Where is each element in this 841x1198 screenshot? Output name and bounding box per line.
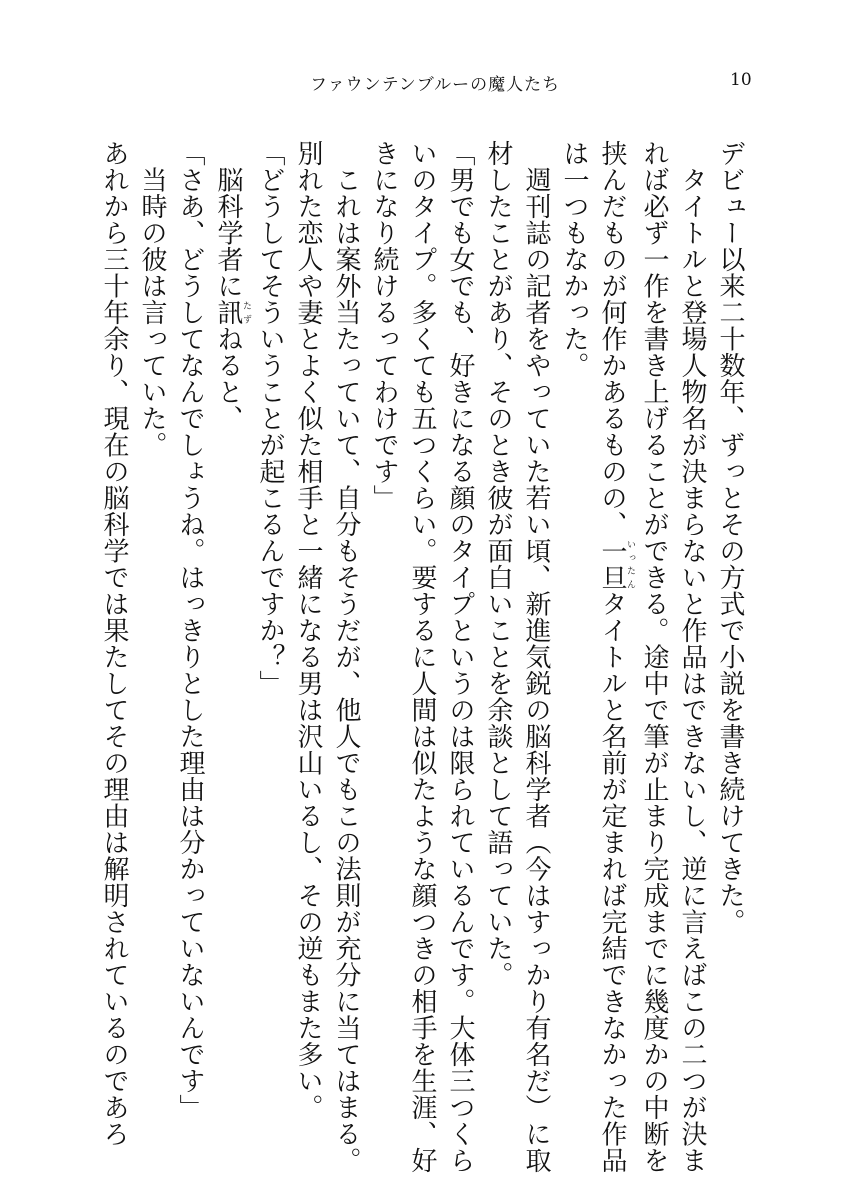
text-line: あれから三十年余り、現在の脳科学では果たしてその理由は解明されているのであろ [99,140,129,1147]
text-line: 「さあ、どうしてなんでしょうね。はっきりとした理由は分かっていないんです」 [175,140,205,1121]
running-head [60,70,752,98]
text-line: いのタイプ。多くても五つくらい。要するに人間は似たような顔つきの相手を生涯、好 [407,140,437,1174]
text-line: これは案外当たっていて、自分もそうだが、他人でもこの法則が充分に当てはまる。 [331,140,361,1174]
ruby-base: 訊 [213,299,243,326]
text-line: 「男でも女でも、好きになる顔のタイプというのは限られているんです。大体三つくら [445,140,475,1174]
text-line: 「どうしてそういうことが起こるんですか？」 [255,140,285,697]
text-segment: 脳科学者に [213,140,243,299]
text-line [593,140,635,1174]
text-segment: ねると、 [213,325,243,432]
ruby-reading: いったん [625,537,635,591]
text-line: は一つもなかった。 [559,140,589,379]
text-line: 材したことがあり、そのとき彼が面白いことを余談として語っていた。 [483,140,513,988]
ruby-base: 一旦 [597,537,627,591]
ruby-word [213,299,251,326]
text-line: タイトルと登場人物名が決まらないと作品はできないし、逆に言えばこの二つが決ま [677,140,707,1174]
text-line: れば必ず一作を書き上げることができる。途中で筆が止まり完成までに幾度かの中断を [639,140,669,1174]
text-line: 当時の彼は言っていた。 [137,140,167,458]
page-number: 10 [730,70,752,90]
text-line: 別れた恋人や妻とよく似た相手と一緒になる男は沢山いるし、その逆もまた多い。 [293,140,323,1121]
book-title: ファウンテンブルーの魔人たち [310,75,561,95]
text-segment: タイトルと名前が定まれば完結できなかった作品 [597,590,627,1174]
vertical-body-text [95,140,749,1174]
ruby-reading: たず [241,299,251,326]
text-line: 週刊誌の記者をやっていた若い頃、新進気鋭の脳科学者（今はすっかり有名だ）に取 [521,140,551,1174]
text-line: デビュー以来二十数年、ずっとその方式で小説を書き続けてきた。 [715,140,745,935]
ruby-word [597,537,635,591]
text-line [209,140,251,1120]
text-segment: 挟んだものが何作かあるものの、 [597,140,627,538]
text-line: きになり続けるってわけです」 [369,140,399,511]
